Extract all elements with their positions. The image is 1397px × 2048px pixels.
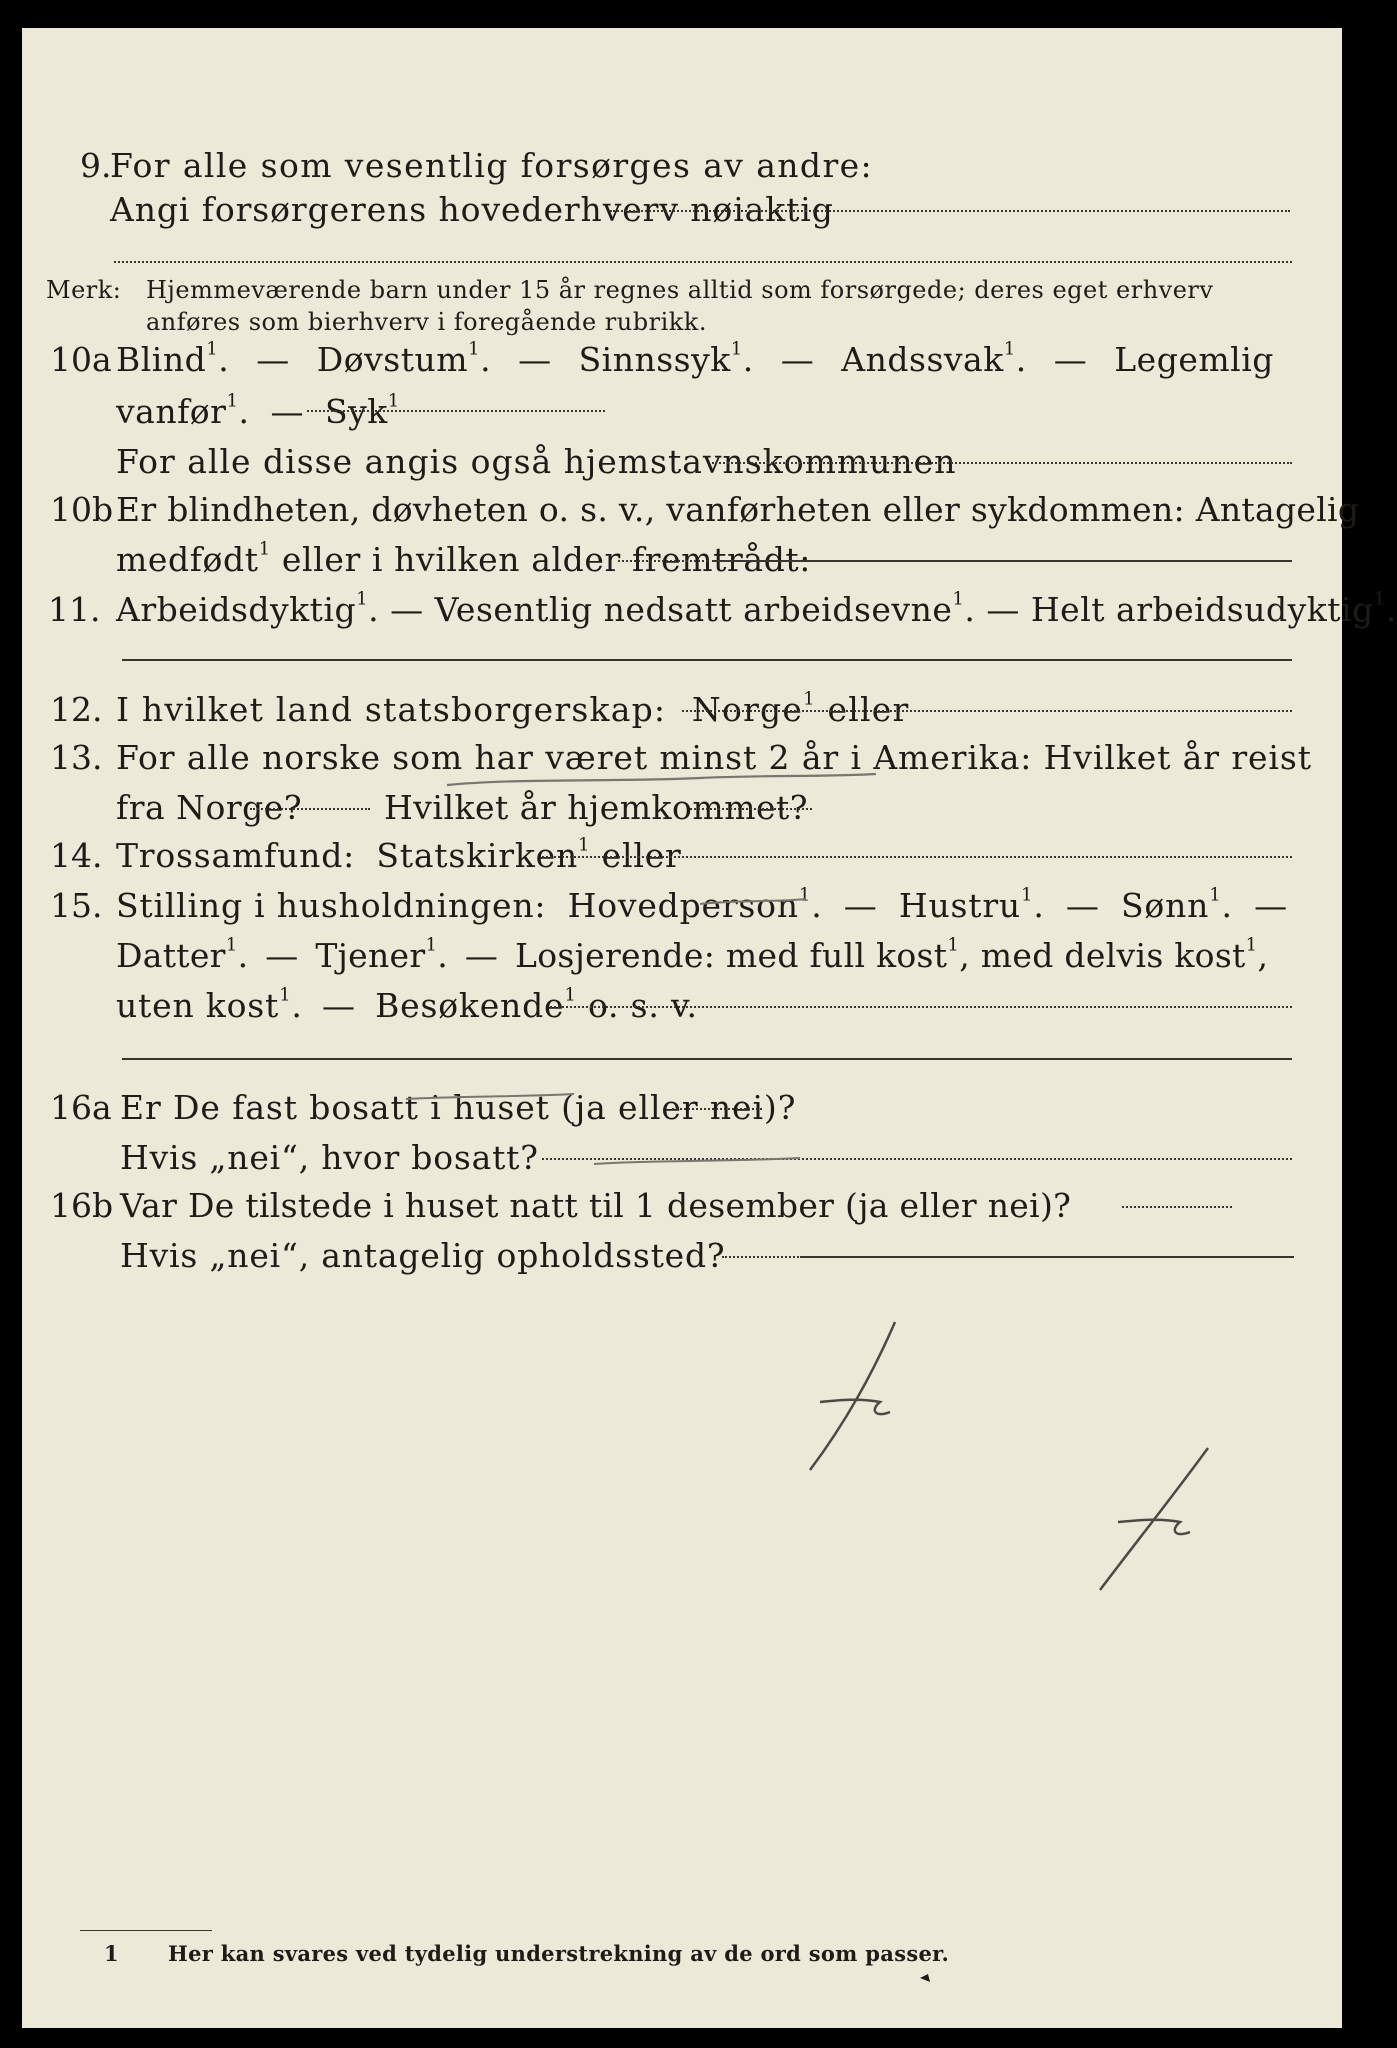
q14-answer-line xyxy=(542,856,1292,858)
q12-number: 12. xyxy=(50,690,103,729)
q10b-number: 10b xyxy=(50,490,114,529)
q12-answer-line xyxy=(682,710,1292,712)
q11-line: Arbeidsdyktig$^1$. — Vesentlig nedsatt arbeidsevne$^1$. — Helt arbeidsudyktig$^1$. xyxy=(116,588,1397,629)
option-andssvak: Andssvak xyxy=(841,340,1004,379)
q9-number: 9. xyxy=(80,146,112,185)
option-uten-kost: uten kost xyxy=(116,986,280,1025)
q15-answer-line xyxy=(550,1006,1292,1008)
q15-answer-line-2 xyxy=(122,1058,1292,1060)
q10b-line1: Er blindheten, døvheten o. s. v., vanførheten eller sykdommen: Antagelig xyxy=(116,490,1360,529)
q15-number: 15. xyxy=(50,886,103,925)
option-besokende: Besøkende xyxy=(375,986,565,1025)
form-page xyxy=(22,28,1397,2028)
q16b-line1: Var De tilstede i huset natt til 1 desember (ja eller nei)? xyxy=(120,1186,1072,1225)
option-syk: Syk xyxy=(324,392,388,431)
q13-hjemkommet: Hvilket år hjemkommet? xyxy=(384,788,808,827)
q9-answer-line xyxy=(610,210,1290,212)
option-blind: Blind xyxy=(116,340,207,379)
q16b-opholdssted-line xyxy=(802,1256,1294,1258)
q13-fra-norge: fra Norge? xyxy=(116,788,303,827)
option-sonn: Sønn xyxy=(1121,886,1210,925)
q10b-line2: medfødt$^1$ eller i hvilken alder fremtrådt: xyxy=(116,538,811,579)
q13-number: 13. xyxy=(50,738,103,777)
option-datter: Datter xyxy=(116,936,226,975)
option-sinnssyk: Sinnssyk xyxy=(578,340,731,379)
footnote-text: Her kan svares ved tydelig understrekning av de ord som passer. xyxy=(168,1941,950,1966)
q16a-line1: Er De fast bosatt i huset (ja eller nei)? xyxy=(120,1088,797,1127)
option-vanfor: vanfør xyxy=(116,392,227,431)
q10a-hjemstavn-line xyxy=(712,462,1292,464)
q16a-answer-line xyxy=(672,1108,762,1110)
q10a-syk-line xyxy=(307,410,605,412)
merk-line1: Hjemmeværende barn under 15 år regnes alltid som forsørgede; deres eget erhverv xyxy=(146,276,1214,304)
q12-line: I hvilket land statsborgerskap: Norge$^1$ eller xyxy=(116,688,910,729)
q15-line1: Stilling i husholdningen: Hovedperson$^1$. — Hustru$^1$. — Sønn$^1$. — xyxy=(116,884,1288,925)
q16a-number: 16a xyxy=(50,1088,112,1127)
q9-answer-line-2 xyxy=(114,261,1292,263)
q13-hjemkommet-line xyxy=(690,808,812,810)
option-statskirken: Statskirken xyxy=(376,836,579,875)
q10b-answer-line xyxy=(712,560,1292,562)
option-nedsatt-arbeidsevne: Vesentlig nedsatt arbeidsevne xyxy=(434,590,953,629)
q10a-number: 10a xyxy=(50,340,112,379)
q15-line3: uten kost$^1$. — Besøkende$^1$ o. s. v. xyxy=(116,984,698,1025)
footnote-marker: 1 xyxy=(104,1941,120,1966)
q10a-line2: vanfør$^1$. — Syk$^1$ xyxy=(116,390,400,431)
q14-number: 14. xyxy=(50,836,103,875)
q14-line: Trossamfund: Statskirken$^1$ eller xyxy=(116,834,682,875)
q16a-line2: Hvis „nei“, hvor bosatt? xyxy=(120,1138,539,1177)
footnote-rule xyxy=(80,1930,212,1931)
q16a-bosatt-line xyxy=(542,1158,1292,1160)
option-arbeidsdyktig: Arbeidsdyktig xyxy=(116,590,357,629)
option-legemlig: Legemlig xyxy=(1114,340,1274,379)
q9-line1: For alle som vesentlig forsørges av andre: xyxy=(110,146,874,185)
q9-line2: Angi forsørgerens hovederhverv nøiaktig xyxy=(110,190,834,229)
option-norge: Norge xyxy=(691,690,804,729)
q16b-number: 16b xyxy=(50,1186,114,1225)
merk-label: Merk: xyxy=(46,276,122,304)
q10a-line3: For alle disse angis også hjemstavnskommunen xyxy=(116,442,957,481)
q16b-dots xyxy=(722,1256,802,1258)
q11-answer-line xyxy=(122,659,1292,661)
option-hustru: Hustru xyxy=(898,886,1021,925)
option-tjener: Tjener xyxy=(315,936,426,975)
option-hovedperson: Hovedperson xyxy=(567,886,799,925)
option-losjerende: Losjerende: med full kost xyxy=(515,936,948,975)
q13-reist-line xyxy=(250,808,370,810)
q10a-line1: Blind$^1$. — Døvstum$^1$. — Sinnssyk$^1$. — Andssvak$^1$. — Legemlig xyxy=(116,338,1274,379)
option-helt-arbeidsudyktig: Helt arbeidsudyktig xyxy=(1030,590,1374,629)
q16b-answer-line xyxy=(1122,1206,1232,1208)
q10b-dots xyxy=(618,560,708,562)
option-dovstum: Døvstum xyxy=(316,340,469,379)
q16b-line2: Hvis „nei“, antagelig opholdssted? xyxy=(120,1236,726,1275)
q13-line1: For alle norske som har været minst 2 år i Amerika: Hvilket år reist xyxy=(116,738,1312,777)
merk-line2: anføres som bierhverv i foregående rubrikk. xyxy=(146,308,707,336)
option-delvis-kost: med delvis kost xyxy=(980,936,1246,975)
q15-line2: Datter$^1$. — Tjener$^1$. — Losjerende: med full kost$^1$, med delvis kost$^1$, xyxy=(116,934,1269,975)
option-medfodt: medfødt xyxy=(116,540,259,579)
q11-number: 11. xyxy=(48,590,101,629)
